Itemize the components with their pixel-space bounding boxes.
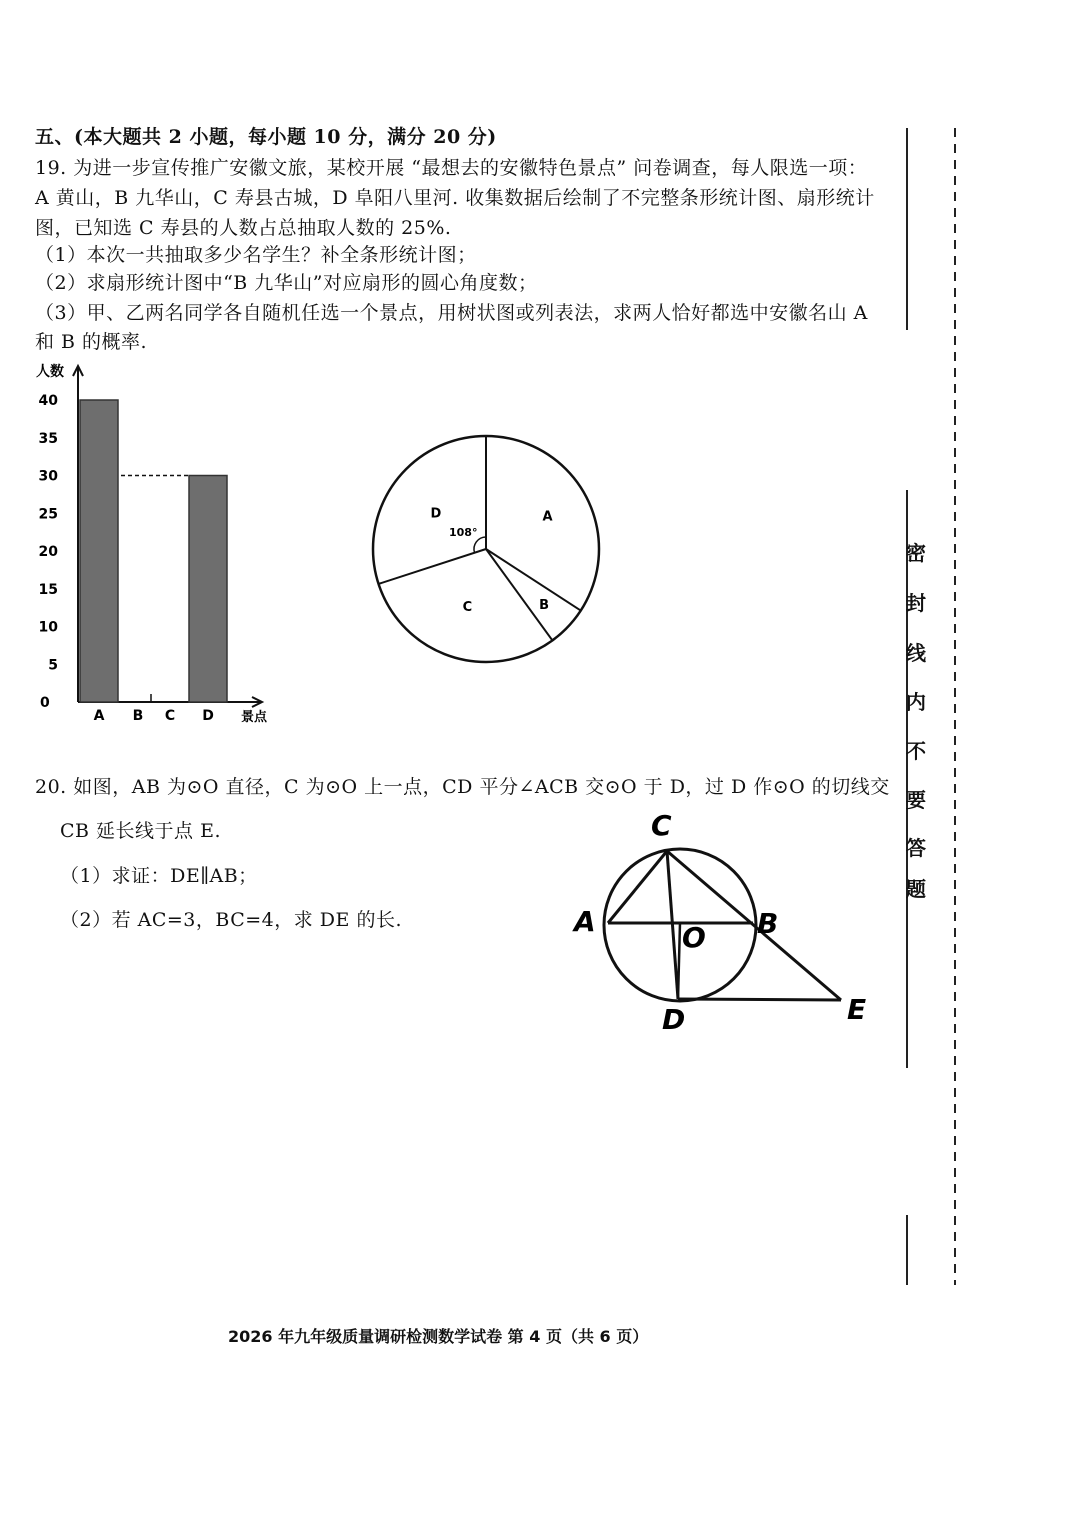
label-d: D (662, 1003, 686, 1036)
y-tick-label: 15 (38, 581, 58, 598)
bar-D (189, 476, 227, 703)
q19-part-1: （1）本次一共抽取多少名学生？补全条形统计图； (35, 244, 477, 266)
x-axis-label: 景点 (241, 710, 268, 725)
bar-chart (30, 360, 290, 730)
q19-part-2: （2）求扇形统计图中“B 九华山”对应扇形的圆心角度数； (35, 272, 538, 294)
pie-chart (360, 425, 620, 680)
pie-label-D: D (430, 506, 442, 522)
seal-char: 线 (906, 641, 926, 665)
label-c: C (651, 809, 672, 842)
seal-char: 密 (906, 541, 926, 565)
label-a: A (574, 905, 596, 938)
label-o: O (682, 921, 706, 954)
y-tick-label: 25 (38, 506, 58, 523)
x-tick-label: A (93, 708, 105, 724)
section-header: 五、(本大题共 2 小题，每小题 10 分，满分 20 分) (35, 126, 497, 148)
seal-char: 答 (906, 836, 926, 860)
q19-part-3: （3）甲、乙两名同学各自随机任选一个景点，用树状图或列表法，求两人恰好都选中安徽名山 A (35, 302, 868, 324)
q19-line-1: 19. 为进一步宣传推广安徽文旅，某校开展 “最想去的安徽特色景点” 问卷调查，每人限选一项： (35, 157, 868, 179)
x-tick-label: D (202, 708, 214, 724)
label-b: B (757, 907, 779, 940)
y-axis-label: 人数 (36, 364, 64, 380)
y-tick-label: 10 (38, 619, 58, 636)
segment-de (678, 999, 841, 1000)
q20-part-1: （1）求证：DE∥AB； (60, 865, 258, 887)
q19-line-2: A 黄山，B 九华山，C 寿县古城，D 阜阳八里河. 收集数据后绘制了不完整条形统计图、扇形统计 (35, 187, 875, 209)
page-footer: 2026 年九年级质量调研检测数学试卷 第 4 页（共 6 页） (228, 1327, 649, 1346)
y-tick-label: 35 (38, 430, 58, 447)
segment-cd (667, 851, 678, 999)
circle-geometry-figure (565, 805, 885, 1045)
seal-char: 不 (906, 739, 926, 763)
pie-label-B: B (539, 598, 549, 614)
angle-label-d: 108° (449, 526, 478, 539)
seal-char: 封 (906, 591, 926, 615)
q19-line-3: 图，已知选 C 寿县的人数占总抽取人数的 25%. (35, 217, 452, 239)
seal-char: 要 (906, 788, 926, 812)
y-tick-label: 20 (38, 544, 58, 560)
y-tick-label: 40 (38, 393, 58, 409)
y-tick-label: 0 (40, 695, 50, 711)
pie-label-C: C (462, 600, 473, 616)
q20-part-2: （2）若 AC=3，BC=4，求 DE 的长. (60, 909, 402, 931)
y-tick-label: 30 (38, 468, 58, 485)
x-tick-label: C (164, 708, 176, 724)
q20-line-1: 20. 如图，AB 为⊙O 直径，C 为⊙O 上一点，CD 平分∠ACB 交⊙O 于 D，过 D 作⊙O 的切线交 (35, 776, 890, 798)
q19-part-3-cont: 和 B 的概率. (35, 331, 148, 353)
x-tick-label: B (132, 708, 144, 724)
seal-char: 题 (906, 877, 926, 901)
segment-od (678, 923, 680, 999)
label-e: E (847, 993, 867, 1026)
q20-line-2: CB 延长线于点 E. (60, 820, 221, 842)
y-tick-label: 5 (48, 657, 58, 674)
seal-char: 内 (906, 690, 926, 714)
pie-label-A: A (542, 509, 553, 525)
bar-A (80, 400, 118, 702)
